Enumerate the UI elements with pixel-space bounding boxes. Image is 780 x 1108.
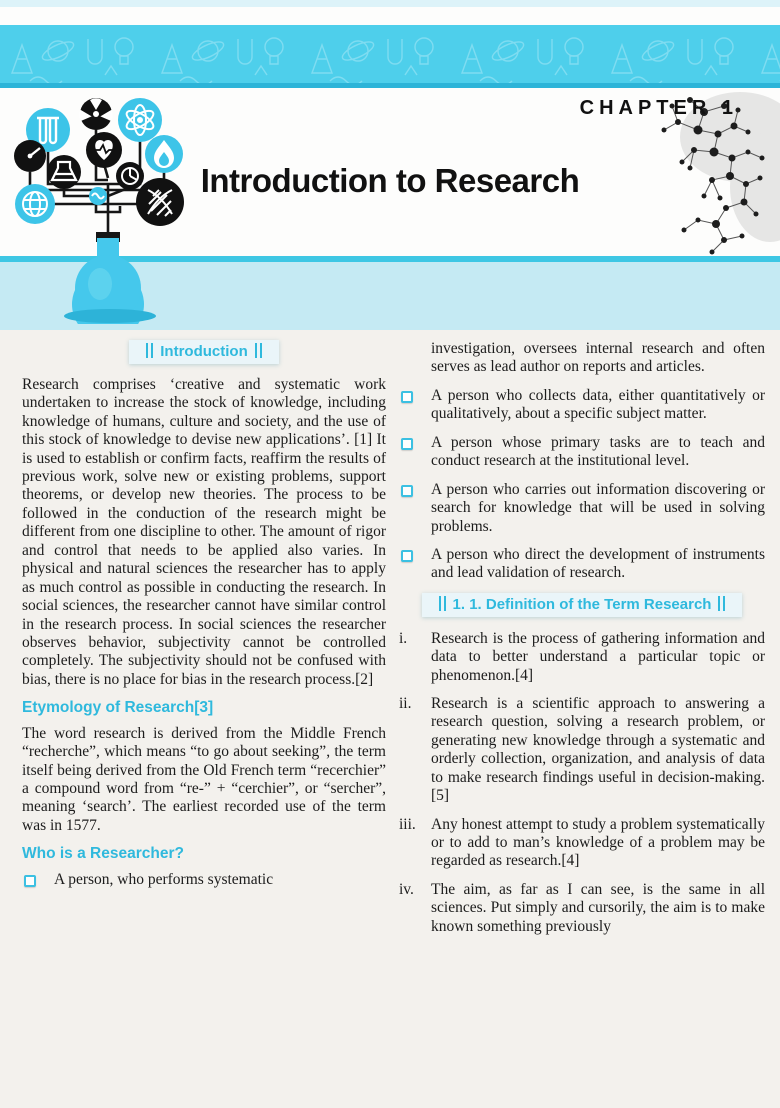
definition-text: Research is the process of gathering information and data to better understand a particular topic or phenomenon.[4] xyxy=(431,629,765,684)
right-column xyxy=(399,340,765,946)
list-item xyxy=(399,434,765,471)
header-doodle-band xyxy=(0,25,780,88)
top-white-gap xyxy=(0,7,780,25)
etymology-paragraph: The word research is derived from the Middle French “recherche”, which means “to go about seeking”, the term itself being derived from the Old French term “recerchier” a compound word from “re-” + “cerchier”, or “sercher”, meaning ‘search’. The earliest recorded use of the term was in 1577. xyxy=(22,724,386,834)
definition-item xyxy=(399,695,765,806)
double-bar-icon xyxy=(255,343,262,358)
list-marker: iii. xyxy=(399,815,416,833)
list-item-text: A person whose primary tasks are to teach and conduct research at the institutional level. xyxy=(431,433,765,470)
flask-icon xyxy=(64,238,156,324)
square-bullet-icon xyxy=(401,485,413,497)
section-badge-introduction xyxy=(129,340,278,364)
list-marker: ii. xyxy=(399,694,412,712)
list-item-text: A person who collects data, either quantitatively or qualitatively, about a specific subject matter. xyxy=(431,386,765,423)
square-bullet-icon xyxy=(401,550,413,562)
double-bar-icon xyxy=(439,596,446,611)
science-doodles-pattern xyxy=(0,25,780,83)
left-column xyxy=(22,340,386,899)
page-content xyxy=(0,330,780,1108)
continuation-paragraph: investigation, oversees internal research and often serves as lead author on reports and articles. xyxy=(431,340,765,376)
definition-text: Research is a scientific approach to answering a research question, solving a research problem, or generating new knowledge through a systematic and orderly collection, organization, and analysis of data to make research findings useful in decision-making.[5] xyxy=(431,694,765,805)
list-marker: i. xyxy=(399,629,408,647)
researcher-heading: Who is a Researcher? xyxy=(22,845,184,863)
atom-icon xyxy=(118,98,162,142)
list-item xyxy=(22,871,386,889)
list-item xyxy=(399,546,765,583)
radiation-icon xyxy=(78,98,113,130)
badge-label: 1. 1. Definition of the Term Research xyxy=(452,595,712,613)
square-bullet-icon xyxy=(401,391,413,403)
definition-text: The aim, as far as I can see, is the same in all sciences. Put simply and cursorily, the aim is to make known something previously xyxy=(431,880,765,935)
science-tree-flask-illustration xyxy=(8,92,220,324)
square-bullet-icon xyxy=(24,875,36,887)
chapter-label: CHAPTER 1 xyxy=(579,97,738,119)
list-item xyxy=(399,481,765,536)
definition-item xyxy=(399,816,765,871)
top-pale-strip xyxy=(0,0,780,7)
definition-item xyxy=(399,630,765,685)
section-badge-definition xyxy=(422,593,743,617)
list-marker: iv. xyxy=(399,880,414,898)
intro-paragraph: Research comprises ‘creative and systematic work undertaken to increase the stock of knowledge, including knowledge of humans, culture and society, and the use of this stock of knowledge to devise new applications’. [1] It is used to establish or confirm facts, reaffirm the results of previous work, solve new or existing problems, support theorems, or develop new theories. The process to be followed in the conduction of the research might be different from one discipline to other. The amount of rigor and control that needs to be applied also varies. In physical and natural sciences the researcher has to apply as much control as possible in conducting the research. In social sciences, the researcher cannot have similar control in the research process. In social sciences the researcher observes behavior, subjectivity cannot be controlled completely. The subjectivity should not be confused with bias, there is no place for bias in the research process.[2] xyxy=(22,375,386,688)
list-item-text: A person, who performs systematic xyxy=(54,870,274,888)
page-title: Introduction to Research xyxy=(200,162,580,199)
double-bar-icon xyxy=(146,343,153,358)
list-item-text: A person who carries out information discovering or search for knowledge that will be used in solving problems. xyxy=(431,480,765,535)
etymology-heading: Etymology of Research[3] xyxy=(22,699,214,717)
badge-label: Introduction xyxy=(160,343,248,360)
list-item xyxy=(399,387,765,424)
definition-item xyxy=(399,881,765,936)
double-bar-icon xyxy=(718,596,725,611)
definition-text: Any honest attempt to study a problem systematically or to add to man’s knowledge of a problem may be regarded as research.[4] xyxy=(431,815,765,870)
list-item-text: A person who direct the development of instruments and lead validation of research. xyxy=(431,545,765,582)
square-bullet-icon xyxy=(401,438,413,450)
